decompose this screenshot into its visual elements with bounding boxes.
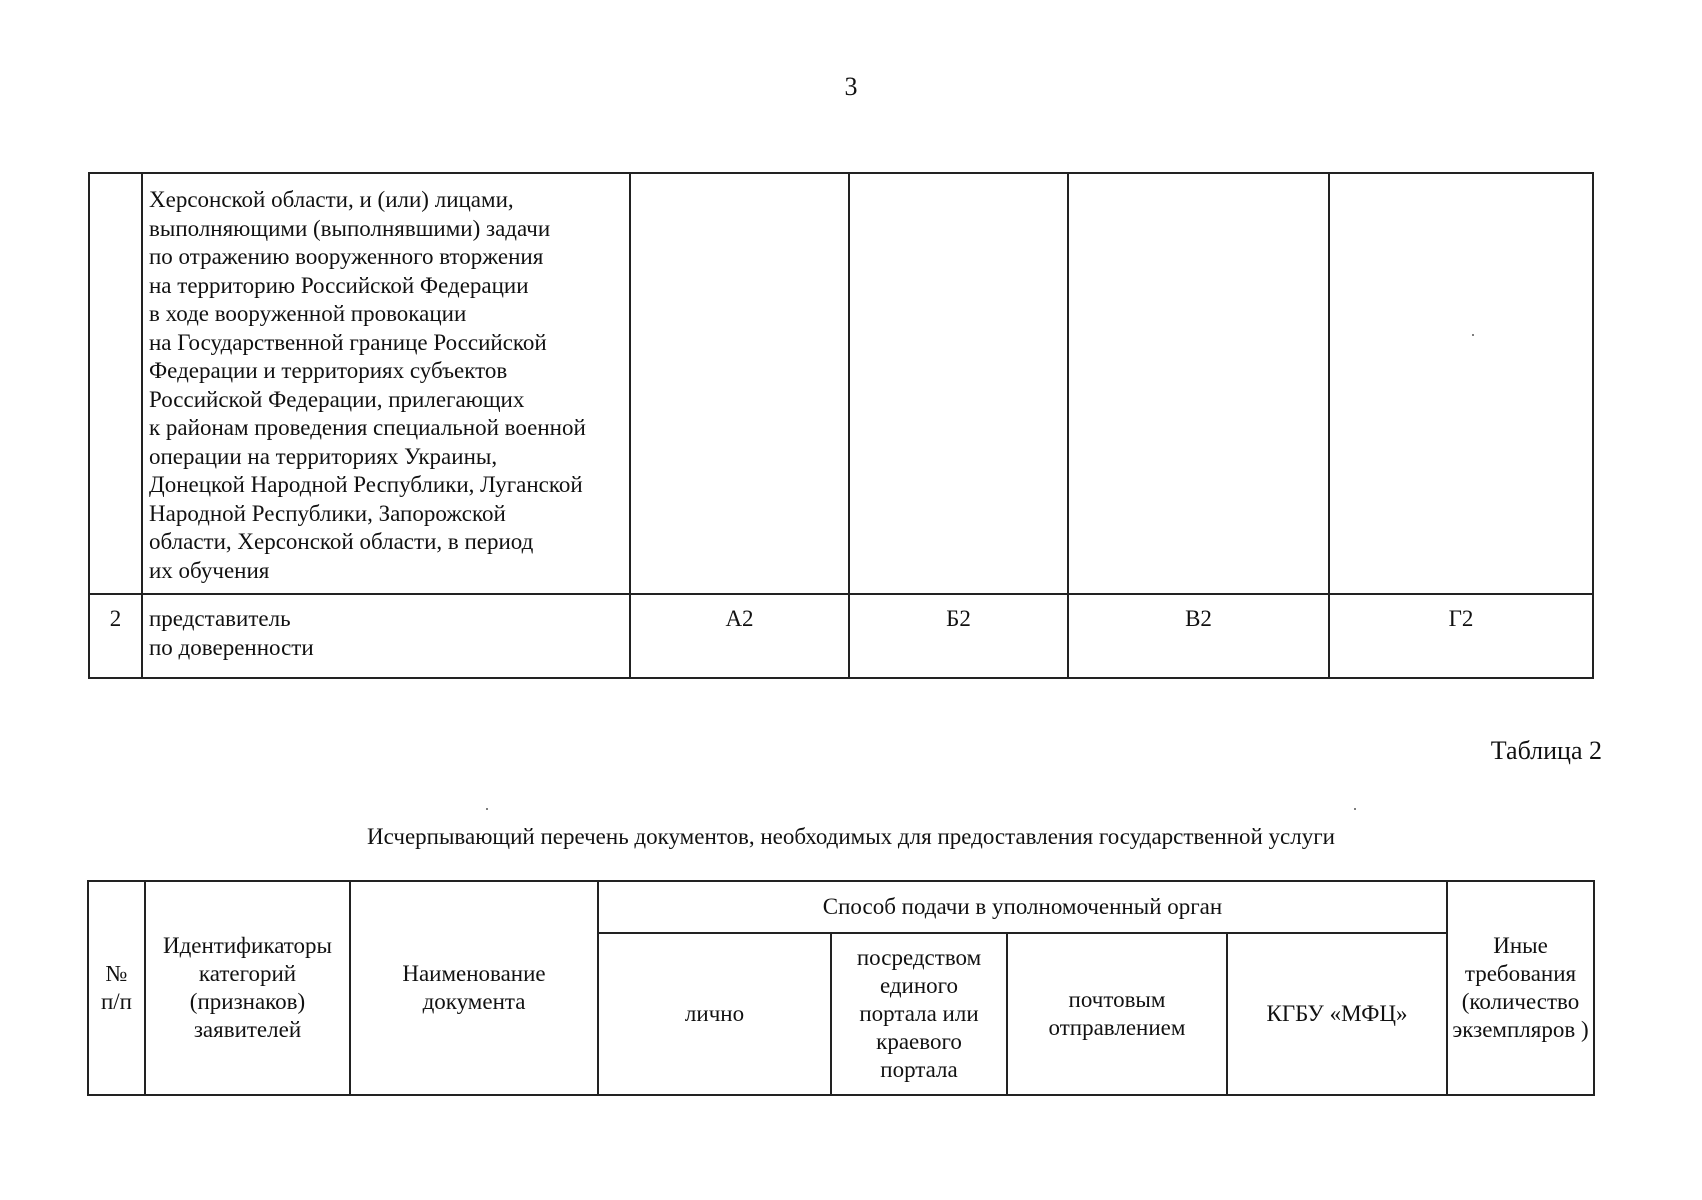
category-description: представитель по доверенности (142, 594, 630, 678)
table-header-row (88, 881, 1594, 933)
header-document-name: Наименование документа (350, 881, 598, 1095)
table-title: Исчерпывающий перечень документов, необходимых для предоставления государственной услуги (367, 824, 1335, 849)
code-cell: А2 (630, 594, 849, 678)
row-number: 2 (89, 594, 142, 678)
code-cell (1329, 173, 1593, 594)
row-number (89, 173, 142, 594)
header-identifiers: Идентификаторы категорий (признаков) заявителей (145, 881, 350, 1095)
documents-table (87, 880, 1595, 1096)
scan-speck (1472, 334, 1474, 336)
scan-speck (486, 808, 488, 810)
code-cell: Б2 (849, 594, 1068, 678)
header-in-person: лично (598, 933, 831, 1095)
table-row (89, 594, 1593, 678)
table-label: Таблица 2 (1490, 736, 1602, 765)
scan-speck (1354, 808, 1356, 810)
code-cell (849, 173, 1068, 594)
code-cell: Г2 (1329, 594, 1593, 678)
header-post: почтовым отправлением (1007, 933, 1227, 1095)
applicant-categories-table (88, 172, 1594, 679)
header-other-requirements: Иные требования (количество экземпляров ) (1447, 881, 1594, 1095)
page-number: 3 (844, 72, 858, 101)
code-cell (1068, 173, 1329, 594)
code-cell (630, 173, 849, 594)
header-mfc: КГБУ «МФЦ» (1227, 933, 1447, 1095)
header-submission-method: Способ подачи в уполномоченный орган (598, 881, 1447, 933)
header-portal: посредством единого портала или краевого портала (831, 933, 1007, 1095)
category-description: Херсонской области, и (или) лицами, выполняющими (выполнявшими) задачи по отражению вооруженного вторжения на территорию Российской Федерации в ходе вооруженной провокации на Государственной границе Российской Федерации и территориях субъектов Российской Федерации, прилегающих к районам проведения специальной военной операции на территориях Украины, Донецкой Народной Республики, Луганской Народной Республики, Запорожской области, Херсонской области, в период их обучения (142, 173, 630, 594)
header-number: № п/п (88, 881, 145, 1095)
table-row (89, 173, 1593, 594)
code-cell: В2 (1068, 594, 1329, 678)
